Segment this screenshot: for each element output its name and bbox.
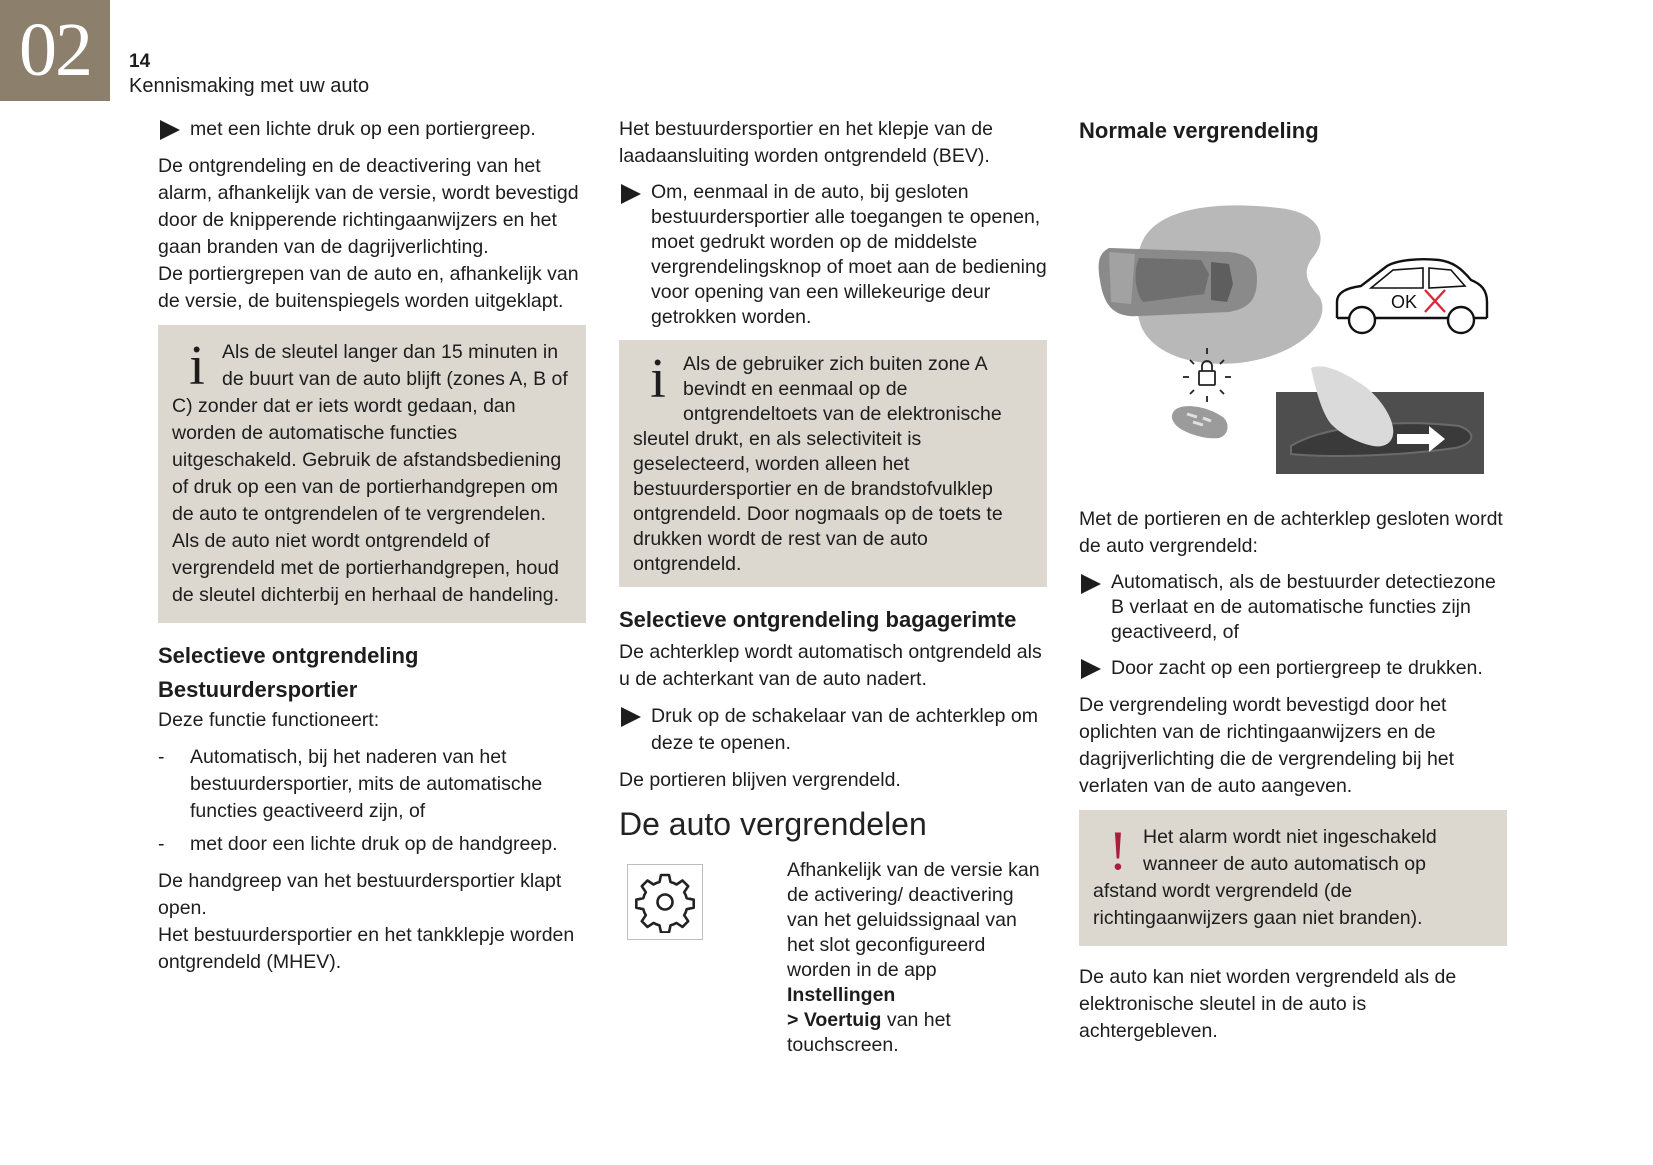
bullet-text: met een lichte druk op een portiergreep. bbox=[190, 118, 536, 140]
list-item bbox=[158, 744, 586, 825]
bullet-text: Om, eenmaal in de auto, bij gesloten bestuurdersportier alle toegangen te openen, moet gedrukt worden op de middelste vergrendelingsknop of moet aan de bediening voor opening van een willekeurige deur getrokken worden. bbox=[651, 181, 1047, 328]
paragraph: Met de portieren en de achterklep gesloten wordt de auto vergrendeld: bbox=[1079, 508, 1503, 557]
cross-icon bbox=[1425, 290, 1445, 312]
app-name-instellingen: Instellingen bbox=[787, 984, 896, 1006]
locking-illustration bbox=[1079, 156, 1507, 486]
section-heading: De auto vergrendelen bbox=[619, 806, 927, 842]
bullet-item bbox=[158, 116, 586, 143]
arrow-bullet-icon bbox=[160, 120, 180, 140]
paragraph: De ontgrendeling en de deactivering van het alarm, afhankelijk van de versie, wordt bevestigd door de knipperende richtingaanwijzers en het gaan branden van de dagrijverlichting. bbox=[158, 155, 579, 258]
paragraph: De portiergrepen van de auto en, afhankelijk van de versie, de buitenspiegels worden uitgeklapt. bbox=[158, 263, 579, 312]
column-3 bbox=[1079, 116, 1507, 1055]
paragraph: De handgreep van het bestuurdersportier klapt open. bbox=[158, 870, 562, 919]
info-box bbox=[619, 340, 1047, 587]
settings-separator: > bbox=[787, 1009, 804, 1031]
settings-note bbox=[619, 858, 1047, 1068]
chapter-tab: 02 bbox=[0, 0, 110, 101]
bullet-item bbox=[1079, 655, 1507, 682]
ok-label: OK bbox=[1391, 292, 1418, 312]
heading: Selectieve ontgrendeling bagagerimte bbox=[619, 607, 1017, 632]
bullet-text: Automatisch, als de bestuurder detectiezone B verlaat en de automatische functies zijn geactiveerd, of bbox=[1111, 571, 1496, 643]
heading: Selectieve ontgrendeling bbox=[158, 643, 419, 668]
settings-text-part: Afhankelijk van de versie kan de activering/ deactivering van het geluidssignaal van het slot geconfigureerd worden in de app bbox=[787, 859, 1040, 981]
key-fob-icon bbox=[1172, 406, 1228, 438]
heading: Bestuurdersportier bbox=[158, 677, 358, 702]
heading: Normale vergrendeling bbox=[1079, 118, 1319, 143]
settings-text-part: van het touchscreen. bbox=[787, 1009, 951, 1056]
warning-box bbox=[1079, 810, 1507, 946]
bullet-text: Druk op de schakelaar van de achterklep om deze te openen. bbox=[651, 705, 1038, 754]
column-2 bbox=[619, 116, 1047, 1068]
paragraph: De achterklep wordt automatisch ontgrendeld als u de achterkant van de auto nadert. bbox=[619, 641, 1042, 690]
car-top-view-icon bbox=[1099, 248, 1257, 316]
gear-icon bbox=[634, 871, 696, 933]
arrow-bullet-icon bbox=[621, 707, 641, 727]
dash-bullet: - bbox=[158, 833, 165, 855]
paragraph: De portieren blijven vergrendeld. bbox=[619, 769, 901, 791]
paragraph: Het bestuurdersportier en het klepje van de laadaansluiting worden ontgrendeld (BEV). bbox=[619, 118, 993, 167]
arrow-bullet-icon bbox=[1081, 574, 1101, 594]
info-icon: i bbox=[650, 348, 666, 410]
warning-text: Het alarm wordt niet ingeschakeld wanneer de auto automatisch op afstand wordt vergrendeld (de richtingaanwijzers gaan niet branden). bbox=[1093, 826, 1437, 929]
bullet-item bbox=[1079, 570, 1507, 645]
settings-text bbox=[787, 858, 1049, 1058]
column-1 bbox=[158, 116, 586, 986]
page-number: 14 bbox=[129, 51, 151, 72]
paragraph: De vergrendeling wordt bevestigd door het oplichten van de richtingaanwijzers en de dagrijverlichting die de vergrendeling bij het verlaten van de auto aangeven. bbox=[1079, 694, 1455, 797]
info-box bbox=[158, 325, 586, 623]
bullet-item bbox=[619, 180, 1047, 330]
section-title: Kennismaking met uw auto bbox=[129, 75, 370, 97]
menu-name-voertuig: Voertuig bbox=[803, 1009, 882, 1031]
arrow-bullet-icon bbox=[1081, 659, 1101, 679]
dash-bullet: - bbox=[158, 746, 165, 768]
info-text: Als de sleutel langer dan 15 minuten in de buurt van de auto blijft (zones A, B of C) zonder dat er iets wordt gedaan, dan worden de automatische functies uitgeschakeld. Gebruik de afstandsbediening of druk op een van de portierhandgrepen om de auto te ontgrendelen of te vergrendelen. Als de auto niet wordt ontgrendeld of vergrendeld met de portierhandgrepen, houd de sleutel dichterbij en herhaal de handeling. bbox=[172, 341, 568, 606]
locking-illustration-svg bbox=[1079, 156, 1507, 486]
warning-icon: ! bbox=[1108, 820, 1128, 882]
paragraph: Deze functie functioneert: bbox=[158, 709, 380, 731]
settings-icon-frame bbox=[627, 864, 703, 940]
paragraph: De auto kan niet worden vergrendeld als de elektronische sleutel in de auto is achtergebleven. bbox=[1079, 966, 1457, 1042]
bullet-text: Door zacht op een portiergreep te drukken. bbox=[1111, 657, 1483, 679]
list-item bbox=[158, 831, 586, 858]
info-text: Als de gebruiker zich buiten zone A bevindt en eenmaal op de ontgrendeltoets van de elektronische sleutel drukt, en als selectiviteit is geselecteerd, worden alleen het bestuurdersportier en de brandstofvulklep ontgrendeld. Door nogmaals op de toets te drukken wordt de rest van de auto ontgrendeld. bbox=[633, 353, 1003, 575]
list-item-text: met door een lichte druk op de handgreep. bbox=[190, 833, 558, 855]
info-icon: i bbox=[189, 335, 205, 397]
door-handle-photo bbox=[1276, 366, 1484, 474]
arrow-bullet-icon bbox=[621, 184, 641, 204]
paragraph: Het bestuurdersportier en het tankklepje worden ontgrendeld (MHEV). bbox=[158, 924, 575, 973]
list-item-text: Automatisch, bij het naderen van het bestuurdersportier, mits de automatische functies geactiveerd zijn, of bbox=[190, 746, 543, 822]
bullet-item bbox=[619, 703, 1047, 757]
